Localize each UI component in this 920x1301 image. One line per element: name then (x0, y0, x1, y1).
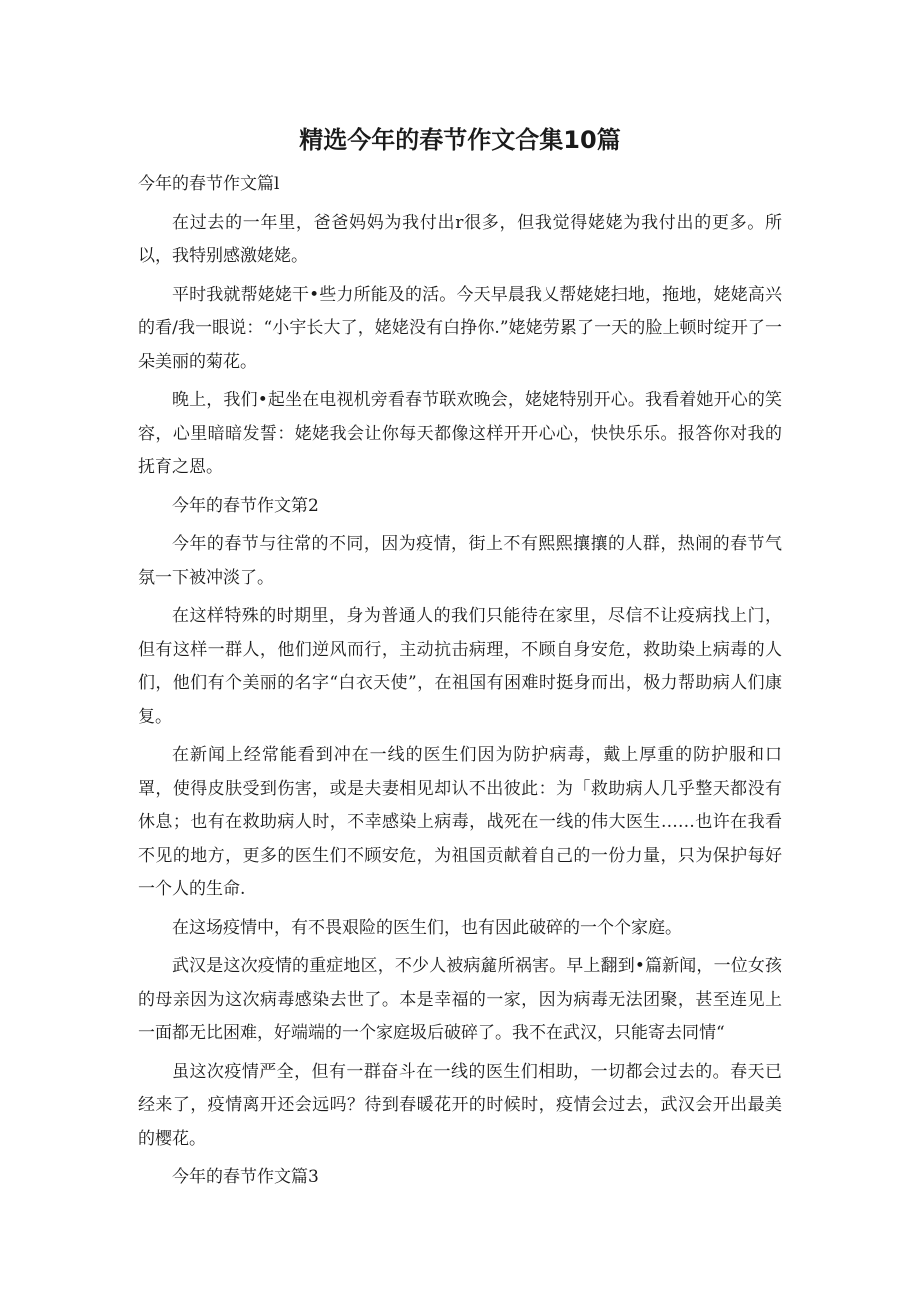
paragraph: 晚上，我们•起坐在电视机旁看春节联欢晚会，姥姥特别开心。我看着她开心的笑容，心里暗暗发誓：姥姥我会让你每天都像这样开开心心，快快乐乐。报答你对我的抚育之恩。 (138, 390, 782, 477)
paragraph: 在过去的一年里，爸爸妈妈为我付出r很多，但我觉得姥姥为我付出的更多。所以，我特别感激姥姥。 (138, 212, 782, 266)
page-title: 精选今年的春节作文合集10篇 (299, 126, 621, 154)
section-heading-2: 今年的春节作文第2 (172, 495, 319, 516)
paragraph: 虽这次疫情严全，但有一群奋斗在一线的医生们相助，一切都会过去的。春天已经来了，疫情离开还会远吗？待到春暖花开的时候时，疫情会过去，武汉会开出最美的樱花。 (138, 1061, 782, 1149)
paragraph: 在新闻上经常能看到冲在一线的医生们因为防护病毒，戴上厚重的防护服和口罩，使得皮肤受到伤害，或是夫妻相见却认不出彼此：为「救助病人几乎整天都没有休息；也有在救助病人时，不幸感染上病毒，战死在一线的伟大医生……也许在我看不见的地方，更多的医生们不顾安危，为祖国贡献着自己的一份力量，只为保护每好一个人的生命. (138, 745, 782, 899)
section-heading-3: 今年的春节作文篇3 (172, 1167, 319, 1187)
paragraph: 在这场疫情中，有不畏艰险的医生们，也有因此破碎的一个个家庭。 (172, 917, 682, 938)
paragraph: 平时我就帮姥姥干•些力所能及的活。今天早晨我乂帮姥姥扫地，拖地，姥姥高兴的看/我一眼说：“小宇长大了，姥姥没有白挣你.”姥姥劳累了一天的脸上顿时绽开了一朵美丽的菊花。 (138, 284, 782, 372)
paragraph: 在这样特殊的时期里，身为普通人的我们只能待在家里，尽信不让疫病找上门，但有这样一群人，他们逆风而行，主动抗击病理，不顾自身安危，救助染上病毒的人们，他们有个美丽的名字“白衣天使”，在祖国有困难时挺身而出，极力帮助病人们康复。 (138, 606, 782, 727)
section-heading-1: 今年的春节作文篇l (138, 174, 280, 194)
paragraph: 今年的春节与往常的不同，因为疫情，街上不有熙熙攘攘的人群，热闹的春节气氛一下被冲淡了。 (138, 534, 782, 588)
paragraph: 武汉是这次疫情的重症地区，不少人被病麄所祸害。早上翻到•篇新闻，一位女孩的母亲因为这次病毒感染去世了。本是幸福的一家，因为病毒无法团聚，甚至连见上一面都无比困难，好端端的一个家庭圾后破碎了。我不在武汉，只能寄去同情“ (138, 956, 782, 1043)
document-body (138, 168, 782, 1200)
